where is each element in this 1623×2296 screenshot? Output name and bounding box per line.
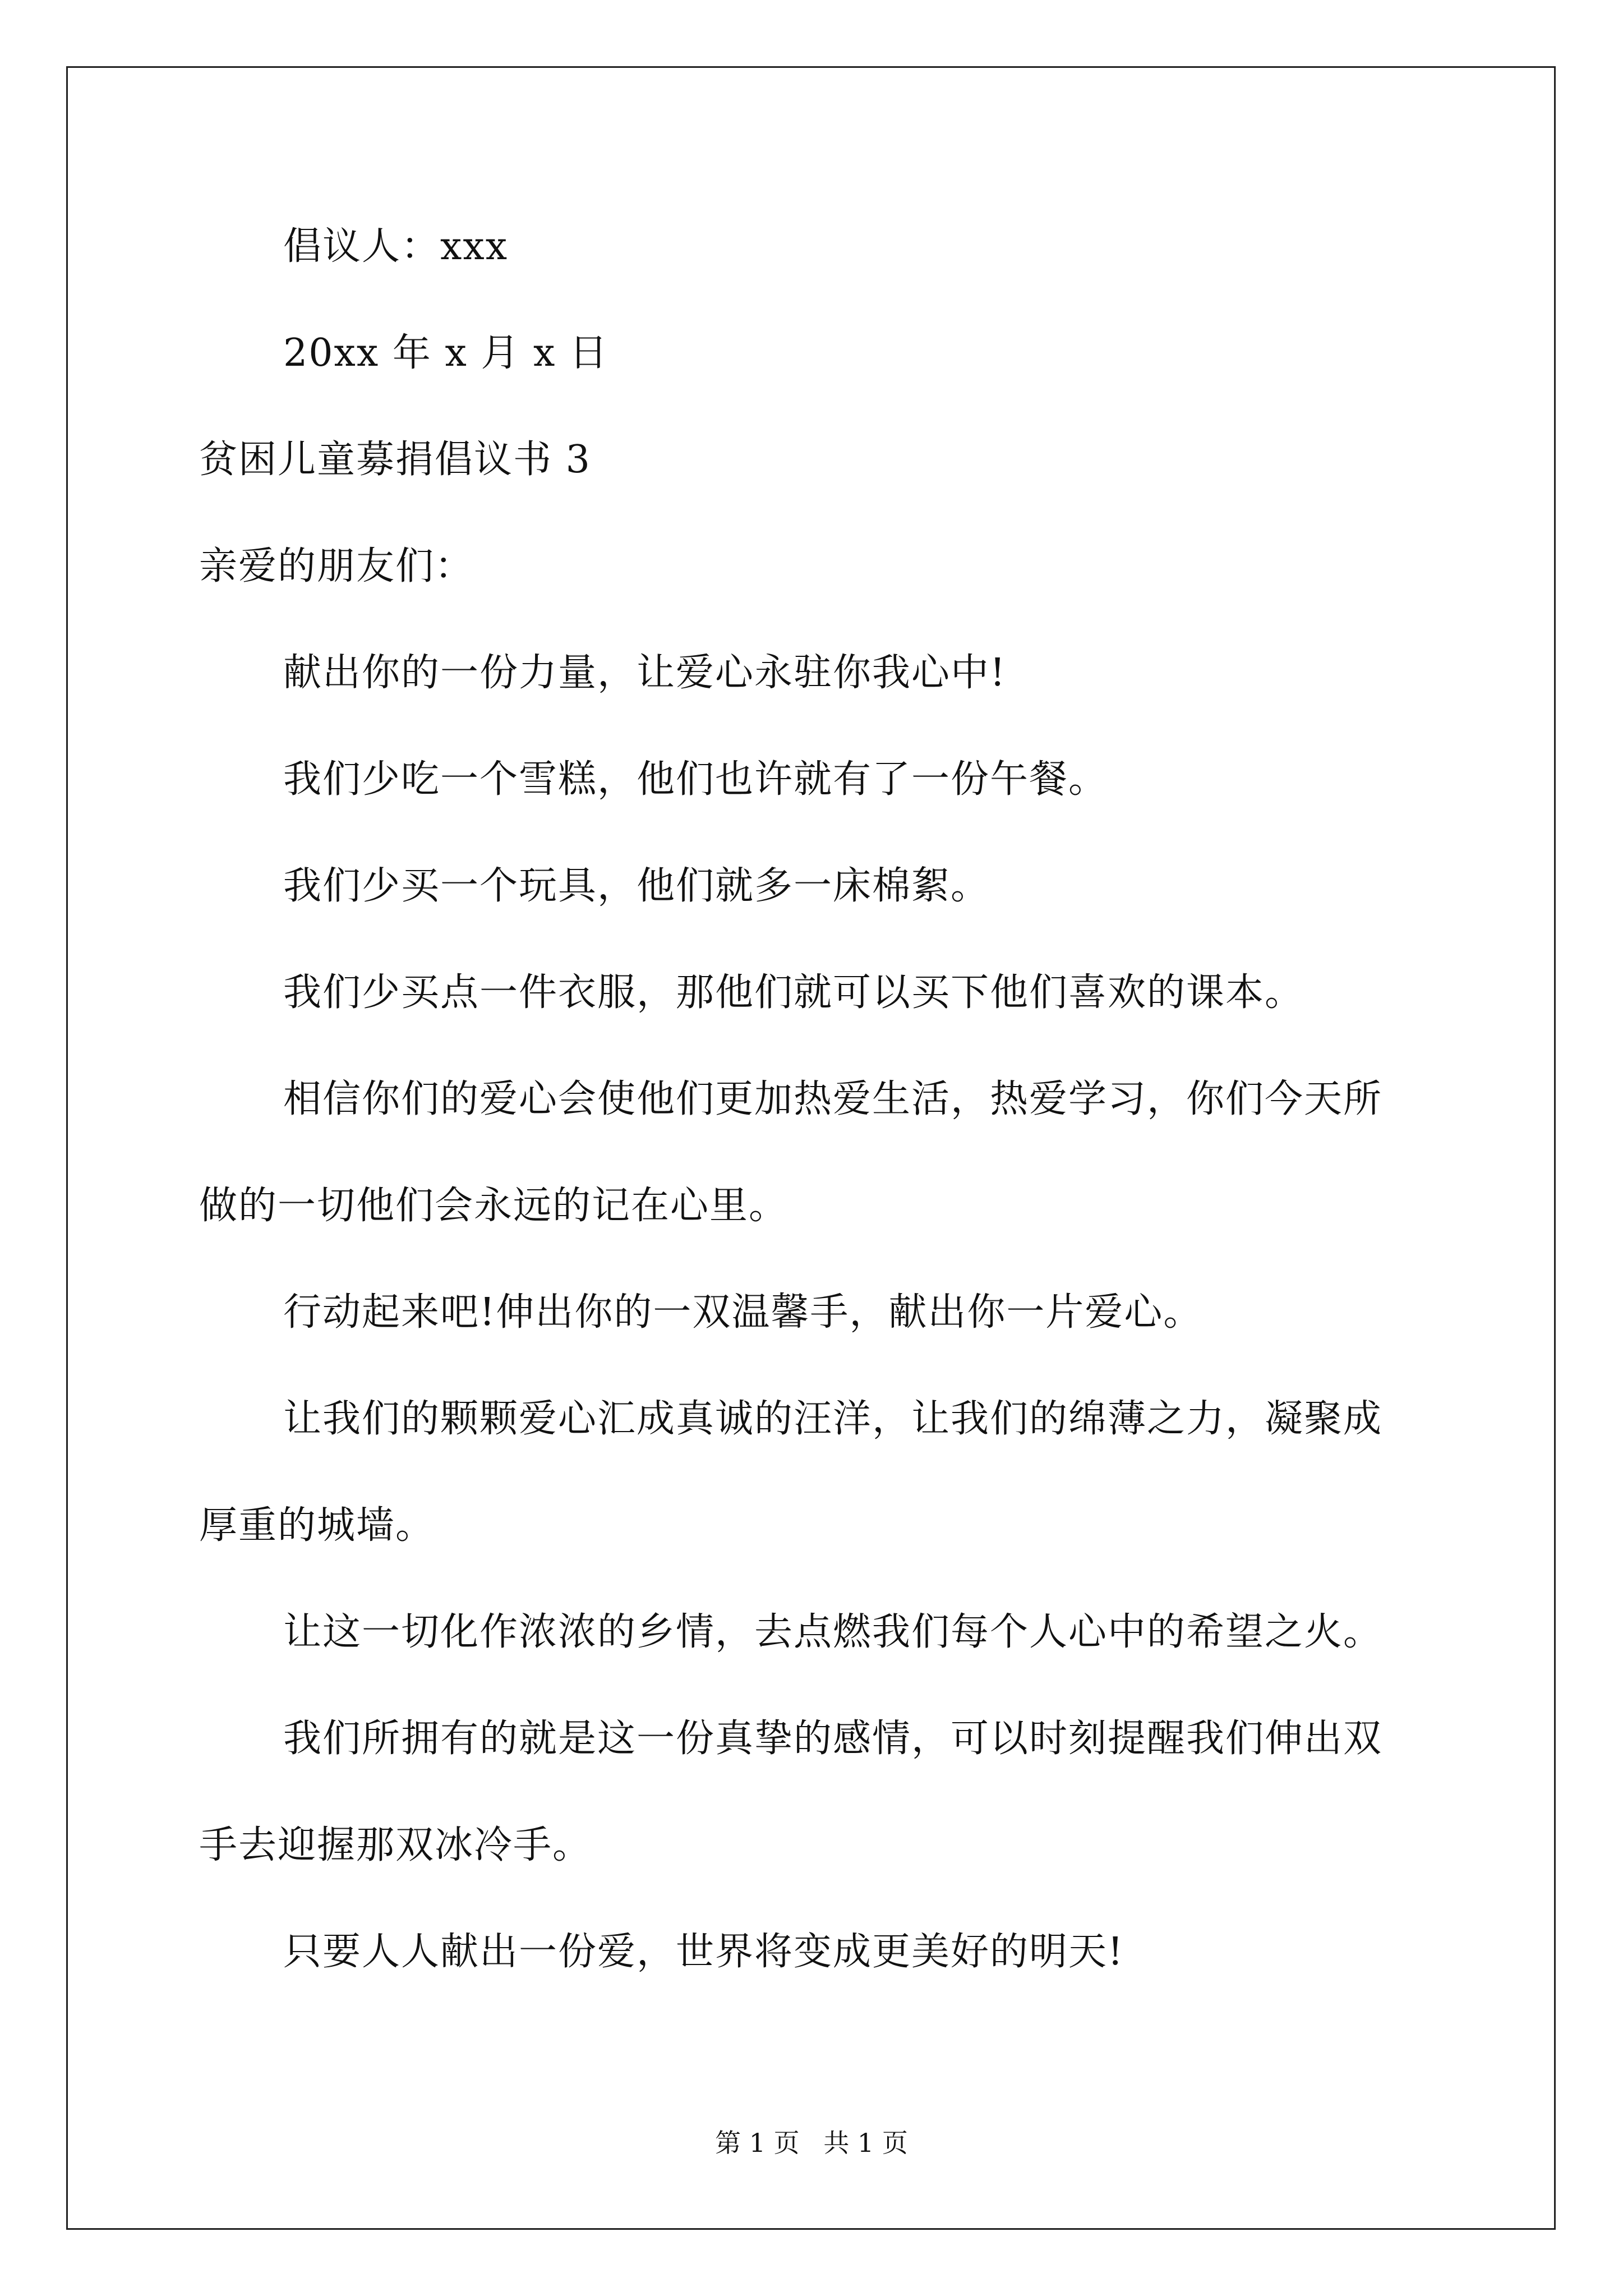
salutation: 亲爱的朋友们： <box>199 544 474 588</box>
paragraph-line: 手去迎握那双冰冷手。 <box>199 1823 592 1867</box>
paragraph-line: 我们所拥有的就是这一份真挚的感情，可以时刻提醒我们伸出双 <box>283 1717 1383 1761</box>
section-title: 贫困儿童募捐倡议书 3 <box>199 438 591 482</box>
page-total: 共 1 页 <box>823 2128 908 2158</box>
paragraph-line: 我们少吃一个雪糕，他们也许就有了一份午餐。 <box>283 757 1108 802</box>
paragraph-line: 我们少买一个玩具，他们就多一床棉絮。 <box>283 864 990 908</box>
paragraph-line: 做的一切他们会永远的记在心里。 <box>199 1184 789 1228</box>
paragraph-line: 行动起来吧!伸出你的一双温馨手，献出你一片爱心。 <box>283 1290 1203 1335</box>
paragraph-line: 让这一切化作浓浓的乡情，去点燃我们每个人心中的希望之火。 <box>283 1610 1383 1654</box>
paragraph-line: 只要人人献出一份爱，世界将变成更美好的明天! <box>283 1930 1124 1974</box>
page-number: 第 1 页 <box>715 2128 800 2158</box>
paragraph-line: 厚重的城墙。 <box>199 1503 435 1548</box>
paragraph-line: 我们少买点一件衣服，那他们就可以买下他们喜欢的课本。 <box>283 970 1304 1015</box>
paragraph-line: 让我们的颗颗爱心汇成真诚的汪洋，让我们的绵薄之力，凝聚成 <box>283 1397 1383 1441</box>
paragraph-line: 20xx 年 x 月 x 日 <box>283 331 609 375</box>
paragraph-line: 倡议人：xxx <box>283 224 509 269</box>
paragraph-line: 相信你们的爱心会使他们更加热爱生活，热爱学习，你们今天所 <box>283 1077 1383 1121</box>
page-footer <box>0 2126 1623 2160</box>
paragraph-line: 献出你的一份力量，让爱心永驻你我心中! <box>283 651 1007 695</box>
page-border <box>66 66 1556 2230</box>
